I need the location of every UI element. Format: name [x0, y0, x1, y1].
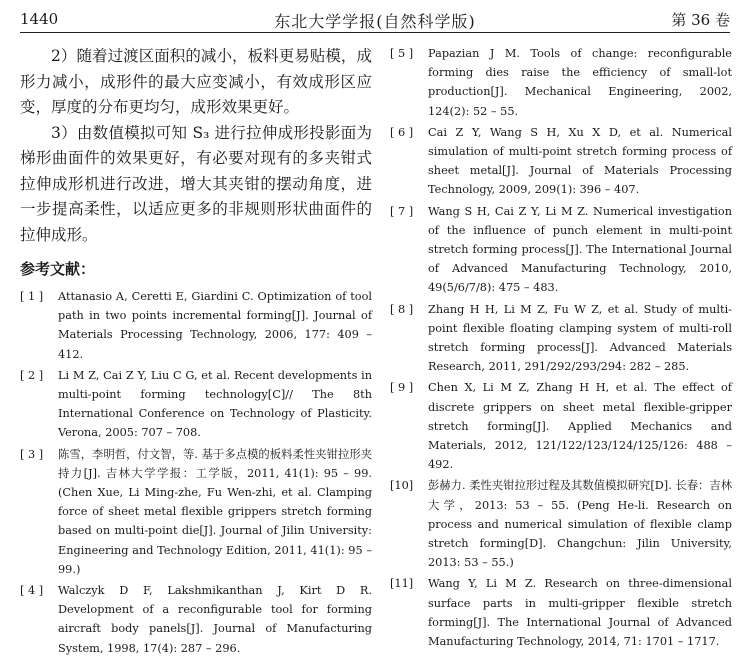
- reference-number: [ 1 ]: [20, 290, 44, 303]
- reference-text: 陈雪，李明哲，付文智，等. 基于多点模的板料柔性夹钳拉形夹持力[J]. 吉林大学学报：工学版，2011, 41(1): 95 – 99. (Chen Xue, Li Ming-zhe, Fu Wen-zhi, et al. Clamping force of sheet metal flexible grippers stretch forming based on multi-point die[J]. Journal of Jilin University: Engineering and Technology Edition, 2011, 41(1): 95 – 99.): [58, 447, 372, 576]
- reference-text: Papazian J M. Tools of change: reconfigurable forming dies raise the efficiency of small-lot production[J]. Mechanical Engineering, 2002, 124(2): 52 – 55.: [428, 47, 732, 118]
- right-column: [390, 44, 732, 653]
- reference-item: [390, 44, 732, 121]
- reference-item: [20, 581, 372, 658]
- reference-item: [20, 445, 372, 579]
- reference-number: [ 3 ]: [20, 447, 44, 461]
- reference-item: [390, 476, 732, 572]
- reference-text: Wang Y, Li M Z. Research on three-dimensional surface parts in multi-gripper flexible stretch forming[J]. The International Journal of Advanced Manufacturing Technology, 2014, 71: 1701 – 1717.: [428, 577, 732, 649]
- reference-text: Attanasio A, Ceretti E, Giardini C. Optimization of tool path in two points incremental forming[J]. Journal of Materials Processing Technology, 2006, 177: 409 – 412.: [58, 290, 372, 361]
- left-column: [20, 44, 372, 660]
- reference-text: Li M Z, Cai Z Y, Liu C G, et al. Recent developments in multi-point forming technology[C]// The 8th International Conference on Technology of Plasticity. Verona, 2005: 707 – 708.: [58, 368, 372, 440]
- reference-item: [390, 378, 732, 474]
- reference-number: [ 2 ]: [20, 368, 44, 382]
- reference-number: [ 6 ]: [390, 125, 414, 139]
- reference-text: Walczyk D F, Lakshmikanthan J, Kirt D R. Development of a reconfigurable tool for forming aircraft body panels[J]. Journal of Manufacturing System, 1998, 17(4): 287 – 296.: [58, 584, 372, 655]
- reference-list-right: [390, 44, 732, 651]
- reference-item: [20, 287, 372, 364]
- reference-item: [390, 574, 732, 651]
- reference-item: [390, 300, 732, 377]
- page-header: [20, 6, 730, 33]
- volume-label: 第 36 卷: [671, 11, 730, 29]
- reference-list-left: [20, 287, 372, 658]
- reference-number: [ 4 ]: [20, 584, 44, 598]
- reference-number: [ 7 ]: [390, 204, 414, 218]
- conclusion-paragraph-3: 3）由数值模拟可知 S₃ 进行拉伸成形投影面为梯形曲面件的效果更好，有必要对现有的多夹钳式拉伸成形机进行改进，增大其夹钳的摆动角度，进一步提高柔性，以适应更多的非规则形状曲面件的拉伸成形。: [20, 123, 372, 244]
- reference-text: 彭赫力. 柔性夹钳拉形过程及其数值模拟研究[D]. 长春：吉林大学，2013: 53 – 55. (Peng He-li. Research on process and numerical simulation of flexible clamp stretch forming[D]. Changchun: Jilin University, 2013: 53 – 55.): [428, 479, 732, 570]
- reference-number: [10]: [390, 479, 414, 493]
- reference-text: Cai Z Y, Wang S H, Xu X D, et al. Numerical simulation of multi-point stretch forming process of sheet metal[J]. Journal of Materials Processing Technology, 2009, 209(1): 396 – 407.: [428, 125, 732, 197]
- reference-number: [11]: [390, 577, 414, 591]
- reference-number: [ 5 ]: [390, 47, 414, 60]
- reference-item: [390, 123, 732, 200]
- reference-text: Zhang H H, Li M Z, Fu W Z, et al. Study of multi-point flexible floating clamping system of multi-roll stretch forming process[J]. Advanced Materials Research, 2011, 291/292/293/294: 282 – 285.: [428, 302, 732, 374]
- reference-text: Wang S H, Cai Z Y, Li M Z. Numerical investigation of the influence of punch element in multi-point stretch forming process[J]. The International Journal of Advanced Manufacturing Technology, 2010, 49(5/6/7/8): 475 – 483.: [428, 204, 732, 295]
- page-number: 1440: [20, 10, 59, 28]
- references-heading: 参考文献：: [20, 260, 96, 278]
- reference-item: [20, 366, 372, 443]
- reference-text: Chen X, Li M Z, Zhang H H, et al. The effect of discrete grippers on sheet metal flexible-gripper stretch forming[J]. Applied Mechanics and Materials, 2012, 121/122/123/124/125/126: 488 – 492.: [428, 381, 732, 472]
- reference-number: [ 8 ]: [390, 302, 414, 316]
- journal-title: 东北大学学报(自然科学版): [274, 12, 476, 31]
- conclusion-paragraph-2: 2）随着过渡区面积的减小，板料更易贴模，成形力减小，成形件的最大应变减小，有效成形区应变，厚度的分布更均匀，成形效果更好。: [20, 47, 372, 116]
- reference-item: [390, 202, 732, 298]
- reference-number: [ 9 ]: [390, 381, 414, 395]
